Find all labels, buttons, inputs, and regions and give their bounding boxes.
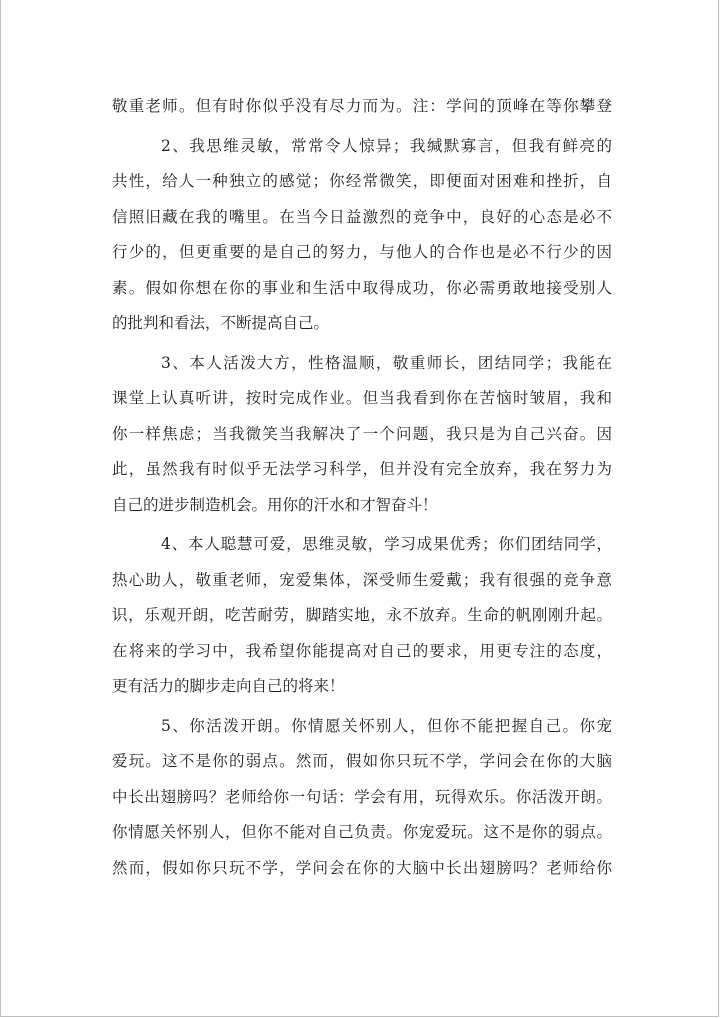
text-line: 敬重老师。但有时你似乎没有尽力而为。注：学问的顶峰在等你攀登 bbox=[112, 97, 612, 115]
text-line: 此，虽然我有时似乎无法学习科学，但并没有完全放弃，我在努力为 bbox=[112, 460, 612, 478]
paragraph-first-line: 3、本人活泼大方，性格温顺，敬重师长，团结同学；我能在 bbox=[161, 353, 612, 372]
text-line: 的批判和看法，不断提高自己。 bbox=[112, 314, 330, 332]
text-line: 你一样焦虑；当我微笑当我解决了一个问题，我只是为自己兴奋。因 bbox=[112, 424, 612, 443]
paragraph-first-line: 4、本人聪慧可爱，思维灵敏，学习成果优秀；你们团结同学， bbox=[161, 535, 612, 553]
text-line: 然而，假如你只玩不学，学问会在你的大脑中长出翅膀吗？老师给你 bbox=[112, 858, 612, 877]
text-line: 爱玩。这不是你的弱点。然而，假如你只玩不学，学问会在你的大脑 bbox=[112, 752, 612, 770]
text-line: 行少的，但更重要的是自己的努力，与他人的合作也是必不行少的因 bbox=[112, 243, 612, 261]
document-body bbox=[112, 89, 612, 886]
text-line: 中长出翅膀吗？老师给你一句话：学会有用，玩得欢乐。你活泼开朗。 bbox=[112, 787, 612, 806]
text-line: 热心助人，敬重老师，宠爱集体，深受师生爱戴；我有很强的竞争意 bbox=[112, 570, 612, 589]
text-line: 识，乐观开朗，吃苦耐劳，脚踏实地，永不放弃。生命的帆刚刚升起。 bbox=[112, 606, 612, 624]
text-line: 更有活力的脚步走向自己的将来！ bbox=[112, 677, 345, 695]
text-line: 素。假如你想在你的事业和生活中取得成功，你必需勇敢地接受别人 bbox=[112, 278, 612, 297]
paragraph-first-line: 5、你活泼开朗。你情愿关怀别人，但你不能把握自己。你宠 bbox=[161, 716, 612, 735]
text-line: 在将来的学习中，我希望你能提高对自己的要求，用更专注的态度， bbox=[112, 641, 612, 660]
text-line: 自己的进步制造机会。用你的汗水和才智奋斗！ bbox=[112, 495, 438, 514]
paragraph-first-line: 2、我思维灵敏，常常令人惊异；我缄默寡言，但我有鲜亮的 bbox=[161, 136, 612, 155]
text-line: 共性，给人一种独立的感觉；你经常微笑，即便面对困难和挫折，自 bbox=[112, 172, 612, 190]
text-line: 课堂上认真听讲，按时完成作业。但当我看到你在苦恼时皱眉，我和 bbox=[112, 389, 612, 407]
text-line: 你情愿关怀别人，但你不能对自己负责。你宠爱玩。这不是你的弱点。 bbox=[112, 823, 612, 841]
text-line: 信照旧藏在我的嘴里。在当今日益激烈的竞争中，良好的心态是必不 bbox=[112, 207, 612, 226]
